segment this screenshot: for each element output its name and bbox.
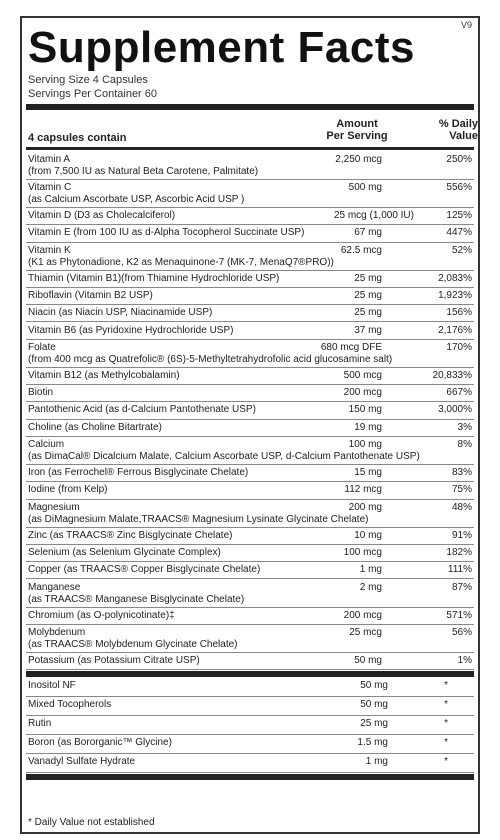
ingredient-amount: 1 mg [365, 756, 388, 768]
nutrient-row [26, 152, 474, 180]
servings-per-container: Servings Per Container 60 [28, 88, 158, 100]
nutrient-name: Selenium (as Selenium Glycinate Complex) [28, 546, 221, 558]
nutrient-amount: 100 mg [348, 439, 382, 450]
nutrient-row [26, 402, 474, 419]
nutrient-amount: 2,250 mcg [335, 154, 382, 165]
nutrient-row [26, 580, 474, 608]
nutrient-name: Magnesium [28, 501, 80, 513]
ingredient-amount: 50 mg [360, 680, 388, 692]
other-ingredient-row [26, 678, 474, 697]
nutrient-row [26, 385, 474, 402]
nutrient-daily-value: 8% [457, 439, 472, 450]
nutrient-daily-value: 250% [446, 154, 472, 165]
nutrient-amount: 150 mg [348, 404, 382, 416]
thick-divider-middle [26, 671, 474, 677]
header-dv-2: Value [449, 130, 478, 142]
ingredient-amount: 1.5 mg [357, 737, 388, 749]
footnote: * Daily Value not established [28, 817, 155, 828]
nutrient-daily-value: 111% [447, 564, 472, 576]
nutrient-row [26, 305, 474, 322]
nutrient-daily-value: 182% [446, 546, 472, 558]
nutrient-daily-value: 2,176% [438, 324, 472, 336]
panel-title: Supplement Facts [28, 23, 415, 72]
nutrient-source: (as DimaCal® Dicalcium Malate, Calcium Ascorbate USP, d-Calcium Pantothenate USP) [28, 451, 420, 462]
nutrient-row [26, 625, 474, 653]
other-ingredient-row [26, 716, 474, 735]
nutrient-source: (as DiMagnesium Malate,TRAACS® Magnesium Lysinate Glycinate Chelate) [28, 513, 369, 525]
nutrient-name: Thiamin (Vitamin B1)(from Thiamine Hydrochloride USP) [28, 272, 280, 284]
ingredient-daily-value: * [444, 756, 448, 768]
nutrient-amount: 200 mg [348, 501, 382, 513]
nutrient-row [26, 653, 474, 670]
nutrient-row [26, 340, 474, 368]
nutrient-source: (as TRAACS® Manganese Bisglycinate Chelate) [28, 593, 245, 605]
ingredient-daily-value: * [444, 718, 448, 730]
ingredient-name: Boron (as Bororganic™ Glycine) [28, 737, 172, 749]
nutrient-amount: 100 mcg [343, 546, 382, 558]
ingredient-name: Inositol NF [28, 680, 76, 692]
nutrient-name: Molybdenum [28, 626, 86, 638]
nutrient-source: (K1 as Phytonadione, K2 as Menaquinone-7 (MK-7, MenaQ7®PRO)) [28, 256, 334, 268]
nutrient-daily-value: 2,083% [438, 272, 472, 284]
nutrient-row [26, 500, 474, 528]
nutrient-name: Vitamin B12 (as Methylcobalamin) [28, 369, 180, 381]
ingredient-name: Mixed Tocopherols [28, 699, 112, 711]
nutrient-source: (as Calcium Ascorbate USP, Ascorbic Acid USP ) [28, 194, 245, 205]
nutrient-name: Biotin [28, 387, 54, 399]
nutrient-source: (from 7,500 IU as Natural Beta Carotene, Palmitate) [28, 166, 259, 177]
nutrient-daily-value: 3,000% [438, 404, 472, 416]
nutrient-row [26, 528, 474, 545]
nutrient-amount: 62.5 mcg [340, 244, 382, 256]
nutrient-amount: 10 mg [354, 529, 382, 541]
nutrient-daily-value: 83% [451, 467, 472, 478]
nutrient-amount: 67 mg [354, 227, 382, 239]
version-code: V9 [460, 20, 472, 30]
nutrient-row [26, 225, 474, 242]
nutrient-row [26, 368, 474, 385]
nutrient-amount: 200 mcg [343, 609, 382, 621]
nutrient-daily-value: 3% [457, 421, 472, 433]
nutrient-amount: 500 mg [348, 182, 382, 193]
thick-divider-top [26, 104, 474, 110]
nutrient-name: Chromium (as O-polynicotinate)‡ [28, 609, 175, 621]
supplement-facts-panel [20, 16, 480, 834]
nutrient-daily-value: 56% [451, 626, 472, 638]
other-ingredient-row [26, 697, 474, 716]
ingredient-daily-value: * [444, 699, 448, 711]
nutrient-amount: 200 mcg [343, 387, 382, 399]
nutrient-daily-value: 170% [446, 341, 472, 353]
ingredient-daily-value: * [444, 737, 448, 749]
ingredient-amount: 50 mg [360, 699, 388, 711]
nutrient-row [26, 437, 474, 465]
nutrient-amount: 19 mg [354, 421, 382, 433]
nutrient-name: Pantothenic Acid (as d-Calcium Pantothenate USP) [28, 404, 256, 416]
nutrient-daily-value: 667% [446, 387, 472, 399]
serving-size: Serving Size 4 Capsules [28, 74, 148, 86]
nutrient-name: Riboflavin (Vitamin B2 USP) [28, 289, 153, 301]
other-ingredient-row [26, 735, 474, 754]
nutrient-source: (as TRAACS® Molybdenum Glycinate Chelate) [28, 638, 238, 650]
nutrient-daily-value: 48% [451, 501, 472, 513]
nutrient-amount: 50 mg [354, 654, 382, 666]
nutrient-name: Iron (as Ferrochel® Ferrous Bisglycinate Chelate) [28, 467, 249, 478]
nutrient-name: Zinc (as TRAACS® Zinc Bisglycinate Chelate) [28, 529, 233, 541]
nutrient-name: Calcium [28, 439, 65, 450]
nutrient-row [26, 288, 474, 305]
nutrient-row [26, 562, 474, 579]
nutrient-daily-value: 75% [451, 484, 472, 496]
nutrient-amount: 25 mg [354, 272, 382, 284]
nutrient-daily-value: 1,923% [438, 289, 472, 301]
nutrient-amount: 680 mcg DFE [320, 341, 382, 353]
nutrient-row [26, 465, 474, 482]
thick-divider-header [26, 147, 474, 150]
nutrient-row [26, 545, 474, 562]
nutrient-name: Vitamin D (D3 as Cholecalciferol) [28, 210, 176, 221]
ingredient-daily-value: * [444, 680, 448, 692]
ingredient-name: Vanadyl Sulfate Hydrate [28, 756, 136, 768]
nutrient-amount: 112 mcg [344, 484, 382, 496]
nutrient-amount: 2 mg [359, 581, 382, 593]
nutrient-amount: 1 mg [359, 564, 382, 576]
nutrient-row [26, 608, 474, 625]
nutrient-amount: 500 mcg [343, 369, 382, 381]
thick-divider-bottom [26, 774, 474, 780]
nutrient-row [26, 180, 474, 208]
nutrient-daily-value: 556% [446, 182, 472, 193]
nutrient-amount: 37 mg [354, 324, 382, 336]
nutrient-name: Vitamin C [28, 182, 72, 193]
nutrient-amount: 25 mcg [349, 626, 382, 638]
nutrient-daily-value: 1% [457, 654, 472, 666]
nutrient-daily-value: 91% [451, 529, 472, 541]
nutrient-amount: 25 mcg (1,000 IU) [333, 210, 414, 221]
header-contain: 4 capsules contain [28, 132, 127, 144]
nutrient-name: Vitamin B6 (as Pyridoxine Hydrochloride USP) [28, 324, 234, 336]
nutrient-row [26, 482, 474, 499]
nutrient-name: Niacin (as Niacin USP, Niacinamide USP) [28, 307, 213, 319]
nutrient-name: Copper (as TRAACS® Copper Bisglycinate Chelate) [28, 564, 261, 576]
nutrient-daily-value: 52% [451, 244, 472, 256]
nutrient-row [26, 420, 474, 437]
nutrient-daily-value: 20,833% [432, 369, 472, 381]
nutrient-daily-value: 447% [446, 227, 472, 239]
nutrient-daily-value: 125% [446, 210, 472, 221]
nutrient-name: Vitamin A [28, 154, 71, 165]
nutrient-source: (from 400 mcg as Quatrefolic® (6S)-5-Methyltetrahydrofolic acid glucosamine salt) [28, 353, 393, 365]
nutrient-row [26, 271, 474, 288]
nutrient-daily-value: 156% [446, 307, 472, 319]
nutrient-amount: 25 mg [354, 289, 382, 301]
nutrient-row [26, 208, 474, 225]
header-amount-1: Amount [336, 118, 378, 130]
other-ingredient-row [26, 754, 474, 773]
header-dv-1: % Daily [438, 118, 478, 130]
nutrient-amount: 25 mg [354, 307, 382, 319]
nutrient-name: Potassium (as Potassium Citrate USP) [28, 654, 200, 666]
ingredient-amount: 25 mg [360, 718, 388, 730]
nutrient-name: Folate [28, 341, 56, 353]
nutrient-row [26, 323, 474, 340]
ingredient-name: Rutin [28, 718, 52, 730]
nutrient-name: Choline (as Choline Bitartrate) [28, 421, 162, 433]
nutrient-name: Vitamin K [28, 244, 71, 256]
nutrient-daily-value: 87% [451, 581, 472, 593]
header-amount-2: Per Serving [326, 130, 388, 142]
nutrient-name: Iodine (from Kelp) [28, 484, 108, 496]
nutrient-name: Manganese [28, 581, 81, 593]
nutrient-name: Vitamin E (from 100 IU as d-Alpha Tocopherol Succinate USP) [28, 227, 305, 239]
nutrient-amount: 15 mg [354, 467, 382, 478]
nutrient-row [26, 243, 474, 271]
nutrient-daily-value: 571% [446, 609, 472, 621]
